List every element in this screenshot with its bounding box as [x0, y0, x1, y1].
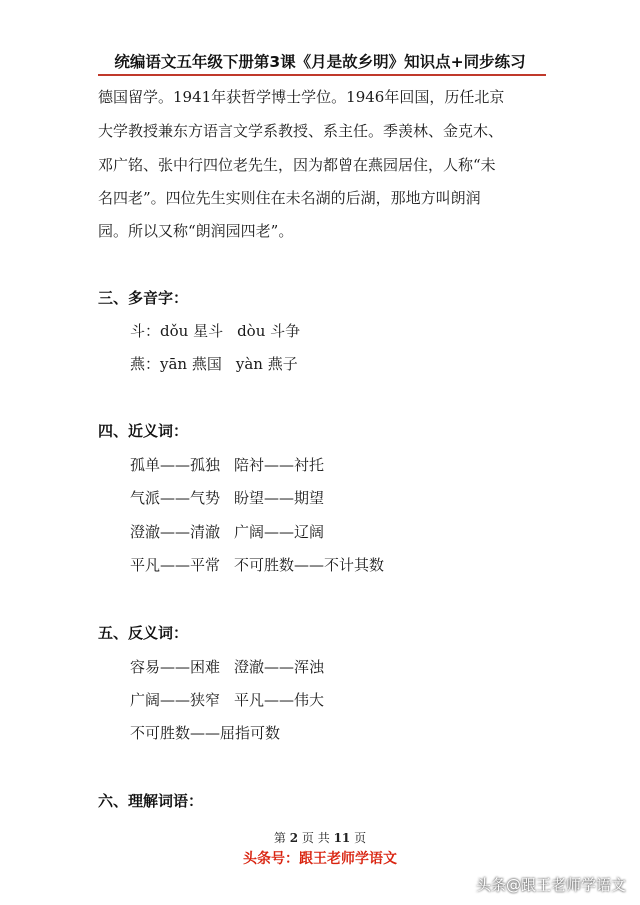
synonym-row [130, 487, 324, 508]
polyphones-heading: 三、多音字： [98, 289, 189, 307]
synonym-pair: 广阔——辽阔 [234, 523, 325, 541]
antonym-row [130, 656, 324, 677]
synonym-pair: 气派——气势 [130, 489, 221, 507]
total-pages: 11 [333, 831, 351, 845]
synonym-row [130, 521, 324, 542]
footer-source: 头条号：跟王老师学语文 [243, 851, 397, 867]
header-divider [98, 74, 546, 76]
polyphone-char: 斗： [130, 322, 161, 340]
antonym-pair: 容易——困难 [130, 658, 221, 676]
current-page: 2 [289, 831, 299, 845]
antonym-pair: 广阔——狭窄 [130, 691, 221, 709]
page-label-suffix: 页 [354, 831, 367, 845]
synonym-pair: 平凡——平常 [130, 556, 221, 574]
antonym-pair: 不可胜数——屈指可数 [130, 724, 281, 742]
polyphone-reading: yàn 燕子 [235, 355, 298, 373]
synonym-pair: 不可胜数——不计其数 [234, 556, 385, 574]
section-6-heading: 六、理解词语： [98, 792, 204, 810]
intro-line-5: 园。所以又称“朗润园四老”。 [98, 222, 294, 240]
antonym-pair: 澄澈——浑浊 [234, 658, 325, 676]
polyphone-reading: dǒu 星斗 [160, 322, 224, 340]
polyphone-reading: yān 燕国 [160, 355, 222, 373]
antonym-pair: 平凡——伟大 [234, 691, 325, 709]
synonym-pair: 孤单——孤独 [130, 456, 221, 474]
synonyms-heading: 四、近义词： [98, 422, 189, 440]
antonym-row [130, 689, 324, 710]
intro-line-3: 邓广铭、张中行四位老先生，因为都曾在燕园居住，人称“未 [98, 156, 496, 174]
page-label-mid: 页 共 [301, 831, 330, 845]
synonym-row [130, 554, 384, 575]
polyphone-row [130, 353, 298, 374]
polyphone-char: 燕： [130, 355, 161, 373]
antonym-row [130, 722, 280, 743]
antonyms-heading: 五、反义词： [98, 624, 189, 642]
synonym-pair: 盼望——期望 [234, 489, 325, 507]
polyphone-reading: dòu 斗争 [237, 322, 301, 340]
document-header-title: 统编语文五年级下册第3课《月是故乡明》知识点+同步练习 [114, 53, 526, 71]
synonym-pair: 澄澈——清澈 [130, 523, 221, 541]
intro-line-2: 大学教授兼东方语言文学系教授、系主任。季羡林、金克木、 [98, 122, 504, 140]
polyphone-row [130, 320, 300, 341]
intro-line-1: 德国留学。1941年获哲学博士学位。1946年回国，历任北京 [98, 88, 505, 106]
page-label-prefix: 第 [273, 831, 286, 845]
synonym-row [130, 454, 324, 475]
synonym-pair: 陪衬——衬托 [234, 456, 325, 474]
watermark: 头条@跟王老师学语文 [475, 876, 626, 894]
page-number [0, 829, 640, 846]
intro-line-4: 名四老”。四位先生实则住在未名湖的后湖，那地方叫朗润 [98, 189, 481, 207]
